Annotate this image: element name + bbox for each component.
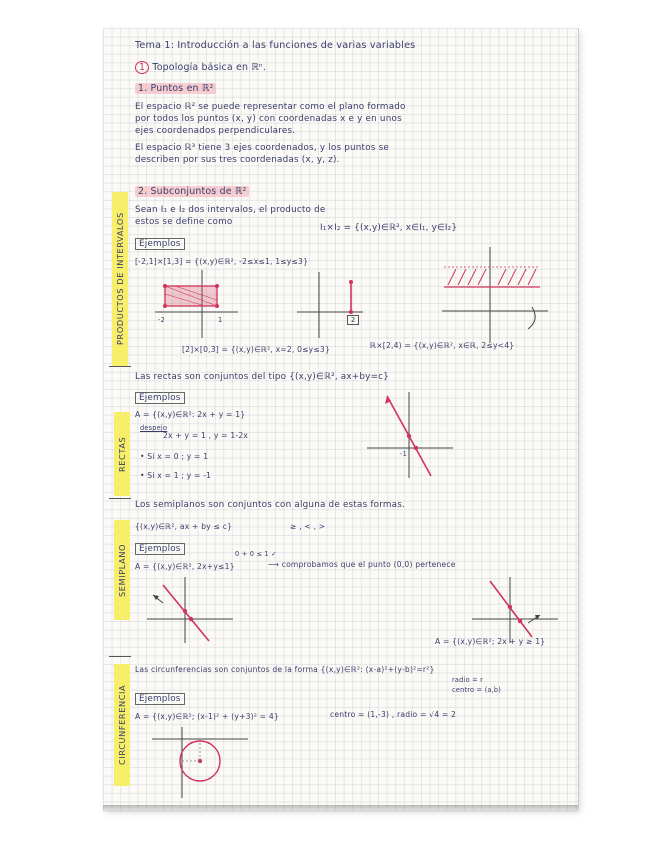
example-formula: ℝ×[2,4) = {(x,y)∈ℝ², x∈ℝ, 2≤y<4} [370, 341, 515, 350]
arrow-note: ⟶ comprobamos que el punto (0,0) pertenece [268, 560, 456, 569]
examples-label: Ejemplos [135, 693, 185, 705]
example-formula: 2x + y = 1 , y = 1-2x [163, 431, 249, 440]
text-line: El espacio ℝ² se puede representar como el plano formado [135, 102, 406, 112]
example-formula: • Si x = 1 ; y = -1 [140, 471, 212, 480]
semiplane-plot-2 [470, 575, 560, 645]
annotation: despejo [140, 424, 168, 432]
line-plot [365, 390, 455, 480]
text-line: Las circunferencias son conjuntos de la forma {(x,y)∈ℝ²: (x-a)²+(y-b)²=r²} [135, 665, 435, 674]
example-formula: A = {(x,y)∈ℝ²; (x-1)² + (y+3)² = 4} [135, 712, 279, 721]
section-heading-subconjuntos: 2. Subconjuntos de ℝ² [135, 186, 249, 197]
example-formula: • Si x = 0 ; y = 1 [140, 452, 209, 461]
side-tab-rectas: RECTAS [114, 412, 130, 496]
side-tab-semiplano: SEMIPLANO [114, 520, 130, 620]
semiplane-plot-1 [145, 575, 235, 645]
example-formula: [2]×[0,3] = {(x,y)∈ℝ², x=2, 0≤y≤3} [182, 345, 330, 354]
text-line: El espacio ℝ³ tiene 3 ejes coordenados, y los puntos se [135, 143, 389, 153]
side-tab-circunferencia: CIRCUNFERENCIA [114, 664, 130, 786]
subtitle: 1 Topología básica en ℝⁿ. [135, 62, 266, 73]
examples-label: Ejemplos [135, 543, 185, 555]
examples-label: Ejemplos [135, 238, 185, 250]
text-line: Sean I₁ e I₂ dos intervalos, el producto de [135, 205, 326, 215]
strip-plot [440, 245, 550, 345]
tick-label: -1 [400, 450, 407, 458]
segment-plot [295, 270, 365, 340]
rectangle-plot [150, 268, 240, 340]
text-line: por todos los puntos (x, y) con coordenadas x e y en unos [135, 114, 402, 124]
circle-plot [150, 725, 250, 800]
side-tab-productos: PRODUCTOS DE INTERVALOS [112, 192, 128, 366]
example-formula: [-2,1]×[1,3] = {(x,y)∈ℝ², -2≤x≤1, 1≤y≤3} [135, 257, 309, 266]
text-line: Los semiplanos son conjuntos con alguna de estas formas. [135, 500, 406, 510]
semiplane-form: {(x,y)∈ℝ², ax + by ≤ c} [135, 522, 233, 531]
page-shadow [103, 805, 578, 813]
annotation: centro = (a,b) [452, 686, 502, 694]
example-formula: centro = (1,-3) , radio = √4 = 2 [330, 710, 457, 719]
divider [109, 656, 131, 657]
annotation: radio = r [452, 676, 484, 684]
tick-label: -2 [158, 316, 165, 324]
example-formula: A = {(x,y)∈ℝ², 2x+y≤1} [135, 562, 235, 571]
divider [109, 366, 131, 367]
text-line: describen por sus tres coordenadas (x, y, z). [135, 155, 340, 165]
examples-label: Ejemplos [135, 392, 185, 404]
text-line: ejes coordenados perpendiculares. [135, 126, 296, 136]
example-formula: A = {(x,y)∈ℝ²: 2x + y = 1} [135, 410, 246, 419]
check-annotation: 0 + 0 ≤ 1 ✓ [235, 550, 277, 558]
page-title: Tema 1: Introducción a las funciones de varias variables [135, 40, 416, 51]
text-line: estos se define como [135, 217, 233, 227]
example-formula: A = {(x,y)∈ℝ²; 2x + y ≥ 1} [435, 637, 546, 646]
inequality-ops: ≥ , < , > [290, 522, 326, 531]
definition-formula: I₁×I₂ = {(x,y)∈ℝ², x∈I₁, y∈I₂} [320, 223, 458, 233]
tick-label: 2 [347, 315, 359, 325]
section-heading-puntos: 1. Puntos en ℝ² [135, 83, 216, 94]
divider [109, 498, 131, 499]
text-line: Las rectas son conjuntos del tipo {(x,y)∈ℝ², ax+by=c} [135, 372, 389, 382]
tick-label: 1 [218, 316, 223, 324]
